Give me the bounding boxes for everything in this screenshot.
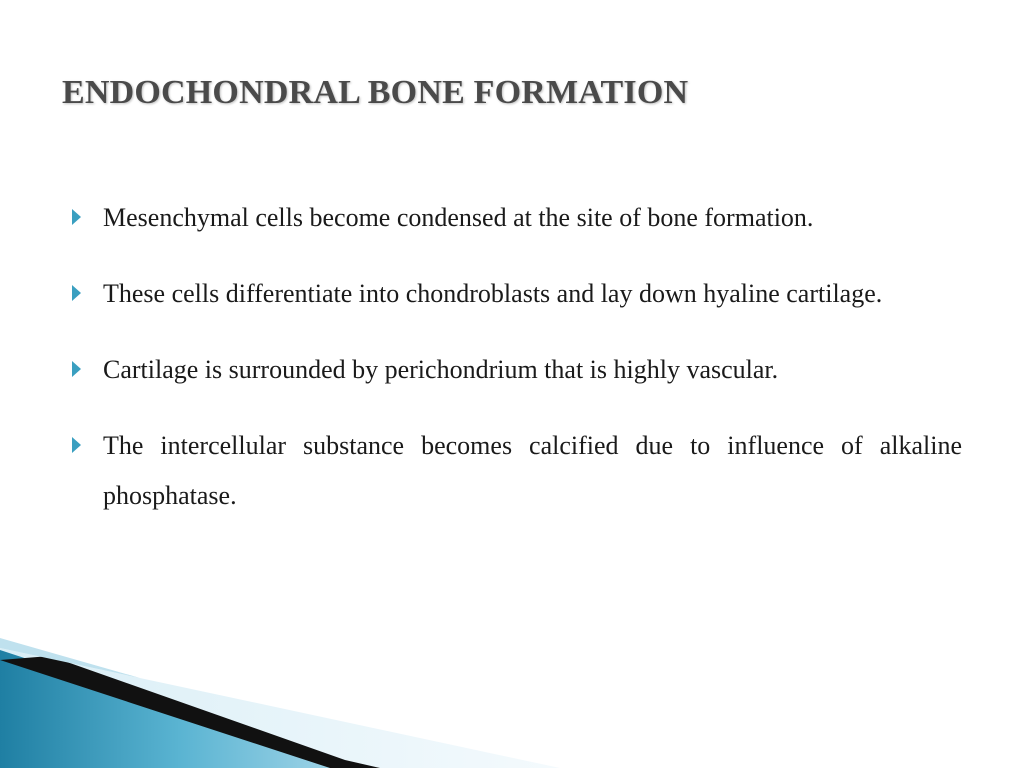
bullet-list (72, 193, 962, 521)
bullet-item (72, 421, 962, 521)
bullet-item (72, 345, 962, 395)
triangle-right-icon (72, 285, 81, 301)
triangle-right-icon (72, 209, 81, 225)
triangle-right-icon (72, 361, 81, 377)
bullet-text: Cartilage is surrounded by perichondrium that is highly vascular. (103, 355, 779, 384)
bullet-item (72, 269, 962, 319)
slide-title: ENDOCHONDRAL BONE FORMATION (62, 74, 689, 111)
bottom-decoration (0, 638, 1024, 768)
bullet-item (72, 193, 962, 243)
bullet-text: Mesenchymal cells become condensed at the site of bone formation. (103, 203, 814, 232)
bullet-text: These cells differentiate into chondroblasts and lay down hyaline cartilage. (103, 279, 883, 308)
bullet-text: The intercellular substance becomes calcified due to influence of alkaline phosphatase. (103, 431, 962, 510)
triangle-right-icon (72, 437, 81, 453)
